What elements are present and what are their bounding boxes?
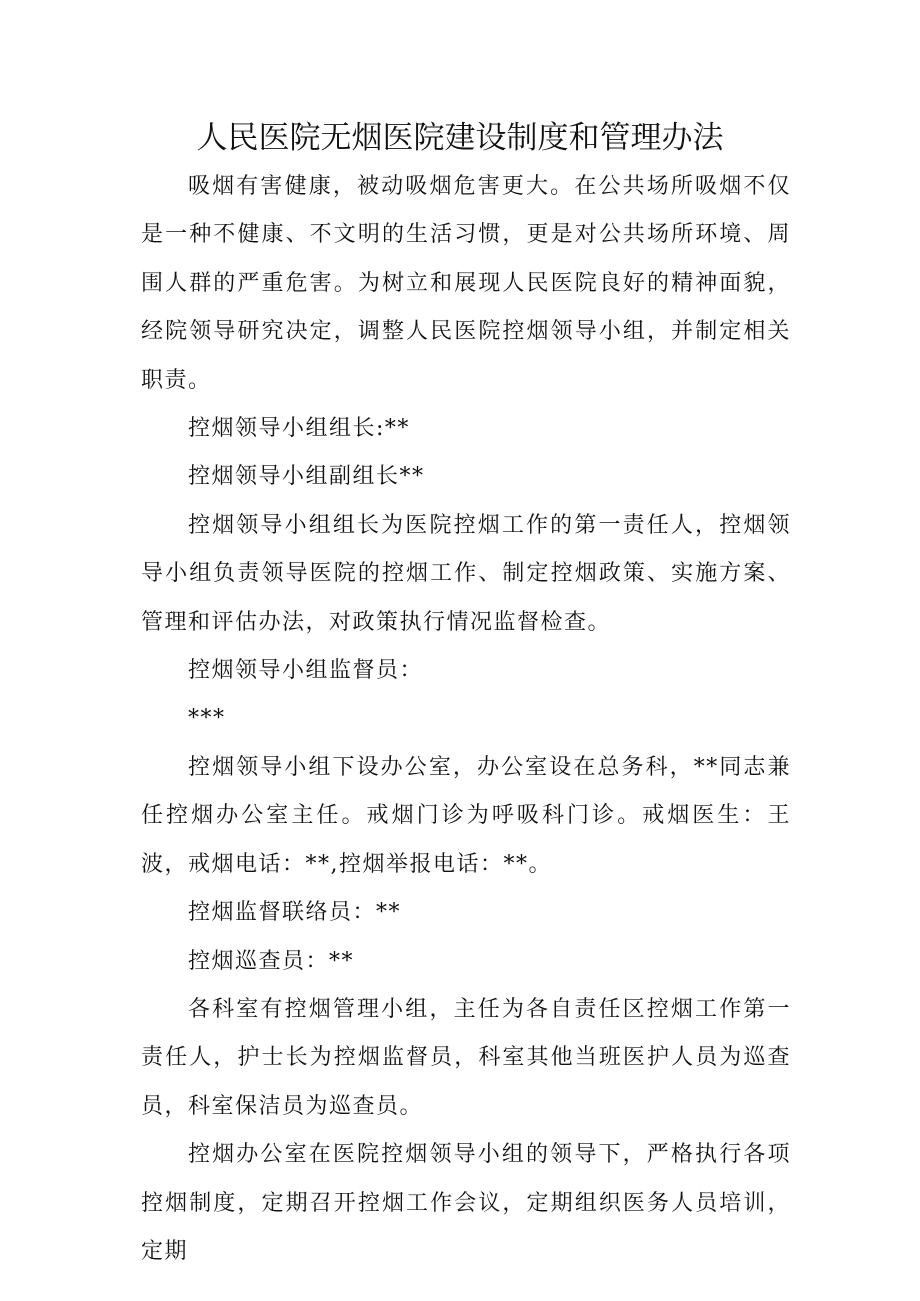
paragraph-supervisor-name: ***	[188, 706, 226, 732]
paragraph-deputy-leader: 控烟领导小组副组长**	[188, 464, 425, 490]
document-title: 人民医院无烟医院建设制度和管理办法	[196, 120, 724, 156]
paragraph-office: 控烟领导小组下设办公室，办公室设在总务科，**同志兼任控烟办公室主任。戒烟门诊为呼吸科门诊。戒烟医生：王波，戒烟电话：**,控烟举报电话：**。	[141, 754, 791, 877]
paragraph-departments: 各科室有控烟管理小组，主任为各自责任区控烟工作第一责任人，护士长为控烟监督员，科室其他当班医护人员为巡查员，科室保洁员为巡查员。	[141, 996, 791, 1119]
paragraph-leader-duties: 控烟领导小组组长为医院控烟工作的第一责任人，控烟领导小组负责领导医院的控烟工作、制定控烟政策、实施方案、管理和评估办法，对政策执行情况监督检查。	[141, 512, 791, 635]
paragraph-intro: 吸烟有害健康，被动吸烟危害更大。在公共场所吸烟不仅是一种不健康、不文明的生活习惯，更是对公共场所环境、周围人群的严重危害。为树立和展现人民医院良好的精神面貌，经院领导研究决定，调整人民医院控烟领导小组，并制定相关职责。	[141, 174, 791, 393]
paragraph-liaison: 控烟监督联络员：**	[188, 900, 402, 926]
paragraph-group-leader: 控烟领导小组组长:**	[188, 416, 410, 442]
paragraph-supervisor-label: 控烟领导小组监督员：	[188, 658, 424, 684]
paragraph-inspector: 控烟巡查员：**	[188, 948, 355, 974]
document-body	[141, 163, 791, 1276]
paragraph-office-duties: 控烟办公室在医院控烟领导小组的领导下，严格执行各项控烟制度，定期召开控烟工作会议，定期组织医务人员培训，定期	[141, 1142, 791, 1264]
